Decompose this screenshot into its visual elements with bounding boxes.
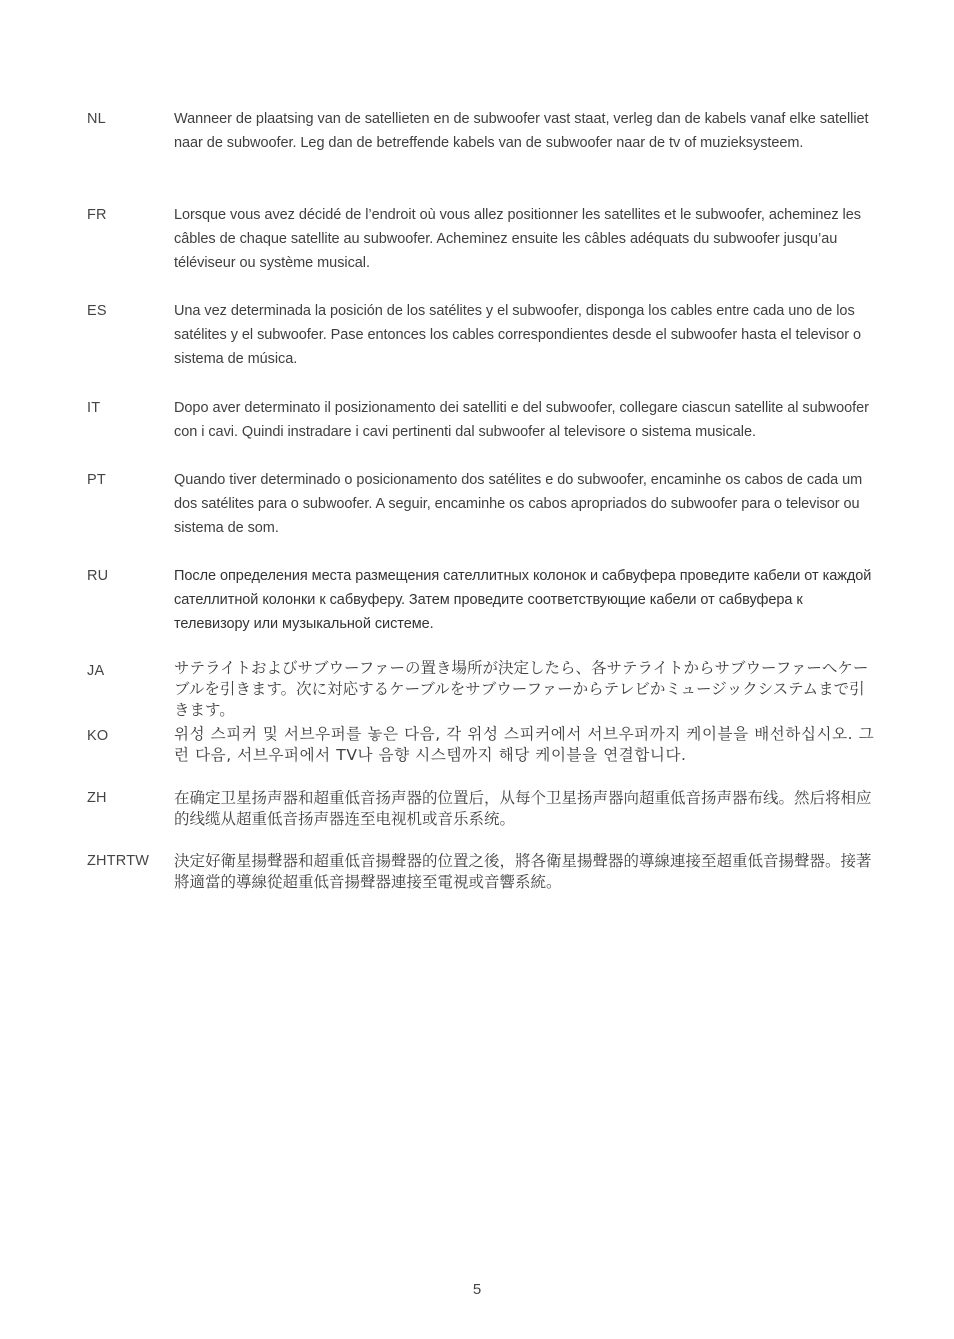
section-text: 위성 스피커 및 서브우퍼를 놓은 다음, 각 위성 스피커에서 서브우퍼까지 케이블을 배선하십시오. 그런 다음, 서브우퍼에서 TV나 음향 시스템까지 해당 케이블을 연결합니다. [174, 725, 875, 764]
section-text: Lorsque vous avez décidé de l’endroit où vous allez positionner les satellites et le subwoofer, acheminez les câbles de chaque satellite au subwoofer. Acheminez ensuite les câbles adéquats du subwoofer jusqu’au téléviseur ou système musical. [174, 207, 861, 271]
language-code: NL [87, 111, 106, 127]
section-text: 在确定卫星扬声器和超重低音扬声器的位置后，从每个卫星扬声器向超重低音扬声器布线。然后将相应的线缆从超重低音扬声器连至电视机或音乐系统。 [174, 789, 872, 828]
section-text: Dopo aver determinato il posizionamento dei satelliti e del subwoofer, collegare ciascun satellite al subwoofer con i cavi. Quindi instradare i cavi pertinenti dal subwoofer al televisore o sistema musicale. [174, 400, 869, 440]
section-text: Una vez determinada la posición de los satélites y el subwoofer, disponga los cables entre cada uno de los satélites y el subwoofer. Pase entonces los cables correspondientes desde el subwoofer hasta el televisor o sistema de música. [174, 303, 862, 367]
language-code: KO [87, 728, 109, 744]
section-text: サテライトおよびサブウーファーの置き場所が決定したら、各サテライトからサブウーファーへケーブルを引きます。次に対応するケーブルをサブウーファーからテレビかミュージックシステムまで引きます。 [174, 659, 869, 719]
language-code: FR [87, 207, 107, 223]
language-code: ZHTRTW [87, 853, 150, 869]
language-code: PT [87, 472, 106, 488]
language-code: ES [87, 303, 107, 319]
section-text: 決定好衛星揚聲器和超重低音揚聲器的位置之後，將各衛星揚聲器的導線連接至超重低音揚聲器。接著將適當的導線從超重低音揚聲器連接至電視或音響系統。 [174, 852, 872, 891]
language-code: ZH [87, 790, 107, 806]
language-code: IT [87, 400, 101, 416]
language-code: JA [87, 663, 105, 679]
section-text: После определения места размещения сателлитных колонок и сабвуфера проведите кабели от каждой сателлитной колонки к сабвуферу. Затем проведите соответствующие кабели от сабвуфера к телевизору или музыкальной системе. [174, 568, 872, 632]
section-text: Wanneer de plaatsing van de satellieten en de subwoofer vast staat, verleg dan de kabels vanaf elke satelliet naar de subwoofer. Leg dan de betreffende kabels van de subwoofer naar de tv of muzieksysteem. [174, 111, 869, 151]
page-number: 5 [472, 1281, 482, 1298]
language-code: RU [87, 568, 109, 584]
section-text: Quando tiver determinado o posicionamento dos satélites e do subwoofer, encaminhe os cabos de cada um dos satélites para o subwoofer. A seguir, encaminhe os cabos apropriados do subwoofer para o televisor ou sistema de som. [174, 472, 863, 536]
